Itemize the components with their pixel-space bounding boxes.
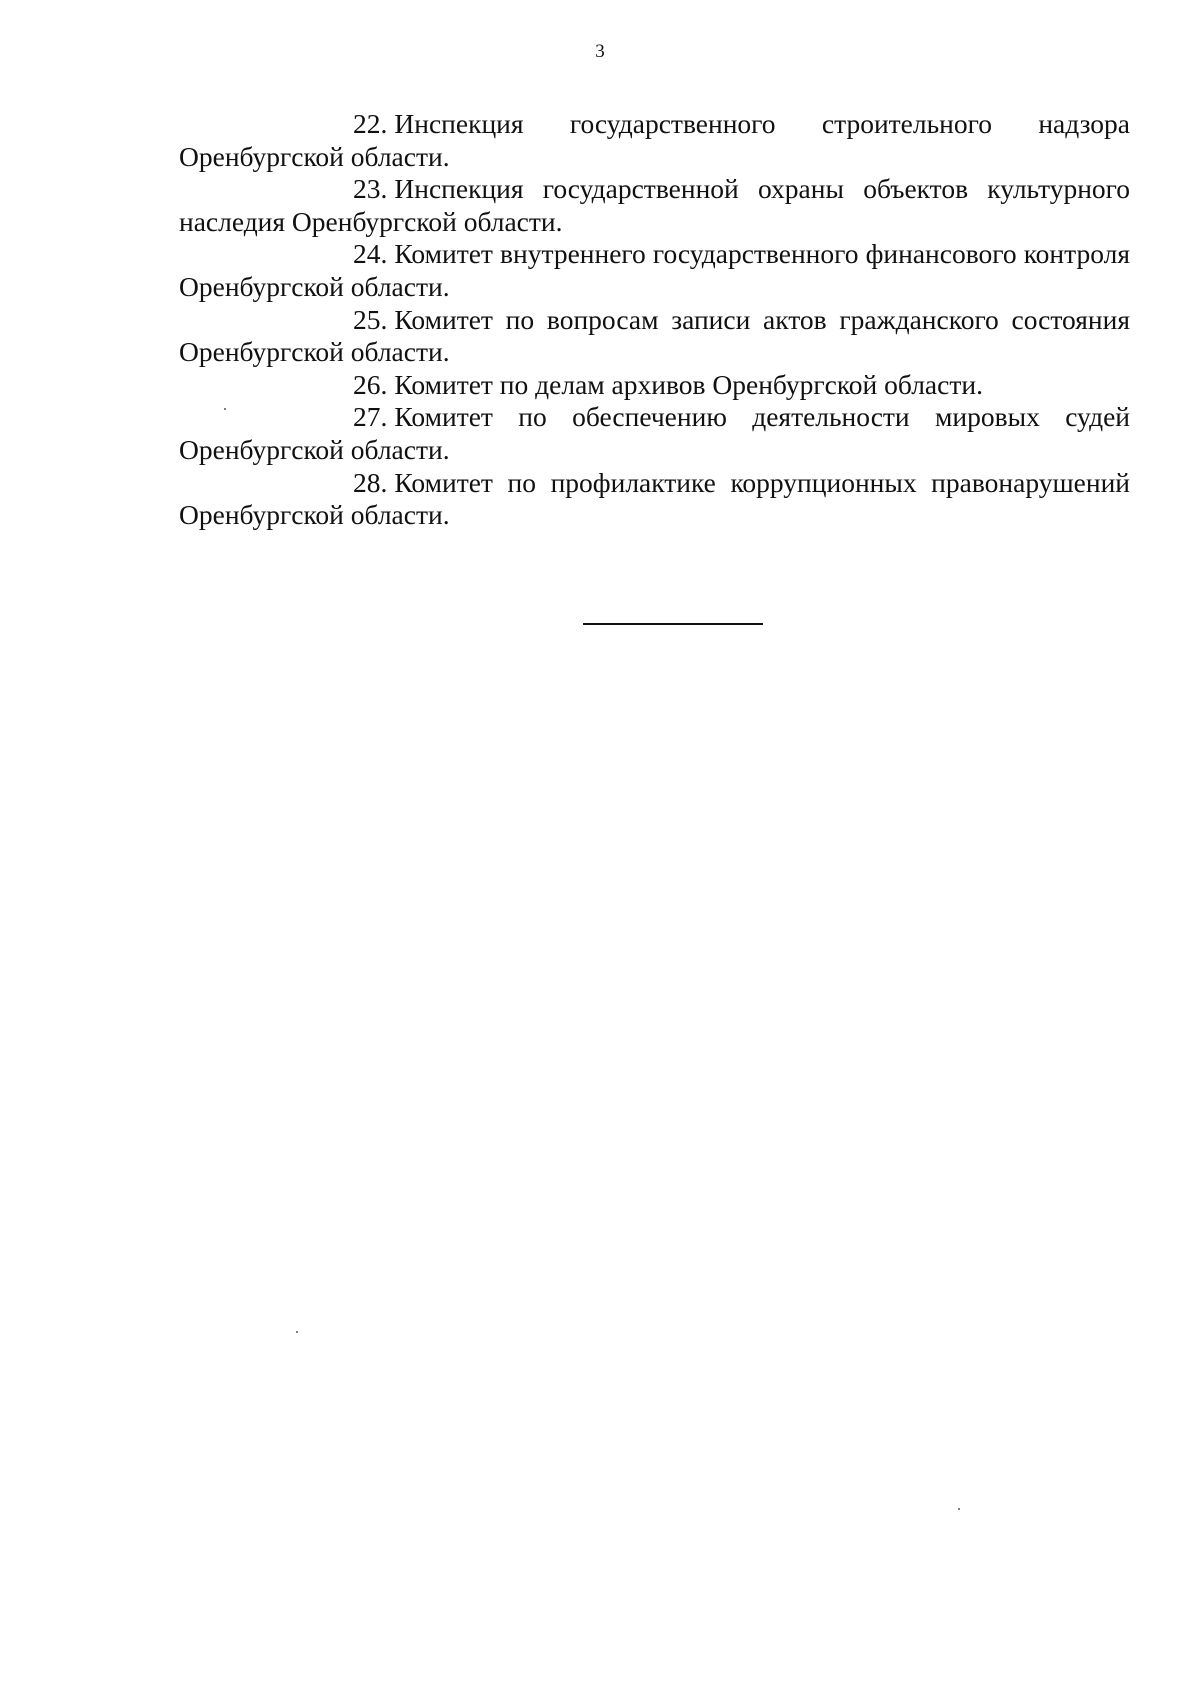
scan-speck: [224, 408, 226, 410]
item-text: Комитет по делам архивов Оренбургской области.: [394, 368, 983, 400]
item-text: Комитет по обеспечению деятельности мировых судей Оренбургской области.: [179, 401, 1130, 465]
item-number: 25.: [353, 303, 388, 335]
list-item-24: [179, 238, 1130, 303]
item-text: Комитет внутреннего государственного финансового контроля Оренбургской области.: [179, 238, 1130, 302]
item-number: 27.: [353, 401, 388, 433]
scan-speck: [296, 1331, 298, 1333]
item-number: 23.: [353, 173, 388, 205]
list-item-25: [179, 304, 1130, 369]
list-item-27: [179, 401, 1130, 466]
list-item-28: [179, 467, 1130, 532]
item-text: Инспекция государственной охраны объектов культурного наследия Оренбургской области.: [179, 173, 1130, 237]
item-text: Инспекция государственного строительного надзора Оренбургской области.: [179, 108, 1130, 172]
end-separator-line: [583, 623, 763, 625]
item-number: 28.: [353, 466, 388, 498]
list-item-22: [179, 108, 1130, 173]
item-text: Комитет по вопросам записи актов гражданского состояния Оренбургской области.: [179, 303, 1130, 368]
item-number: 24.: [353, 238, 388, 270]
list-item-23: [179, 173, 1130, 238]
item-number: 22.: [353, 108, 388, 139]
list-item-26: [179, 369, 1130, 402]
page-number: 3: [595, 41, 605, 62]
list: [179, 108, 1130, 532]
item-number: 26.: [353, 368, 388, 400]
scan-speck: [958, 1508, 960, 1510]
item-text: Комитет по профилактике коррупционных правонарушений Оренбургской области.: [179, 466, 1130, 531]
